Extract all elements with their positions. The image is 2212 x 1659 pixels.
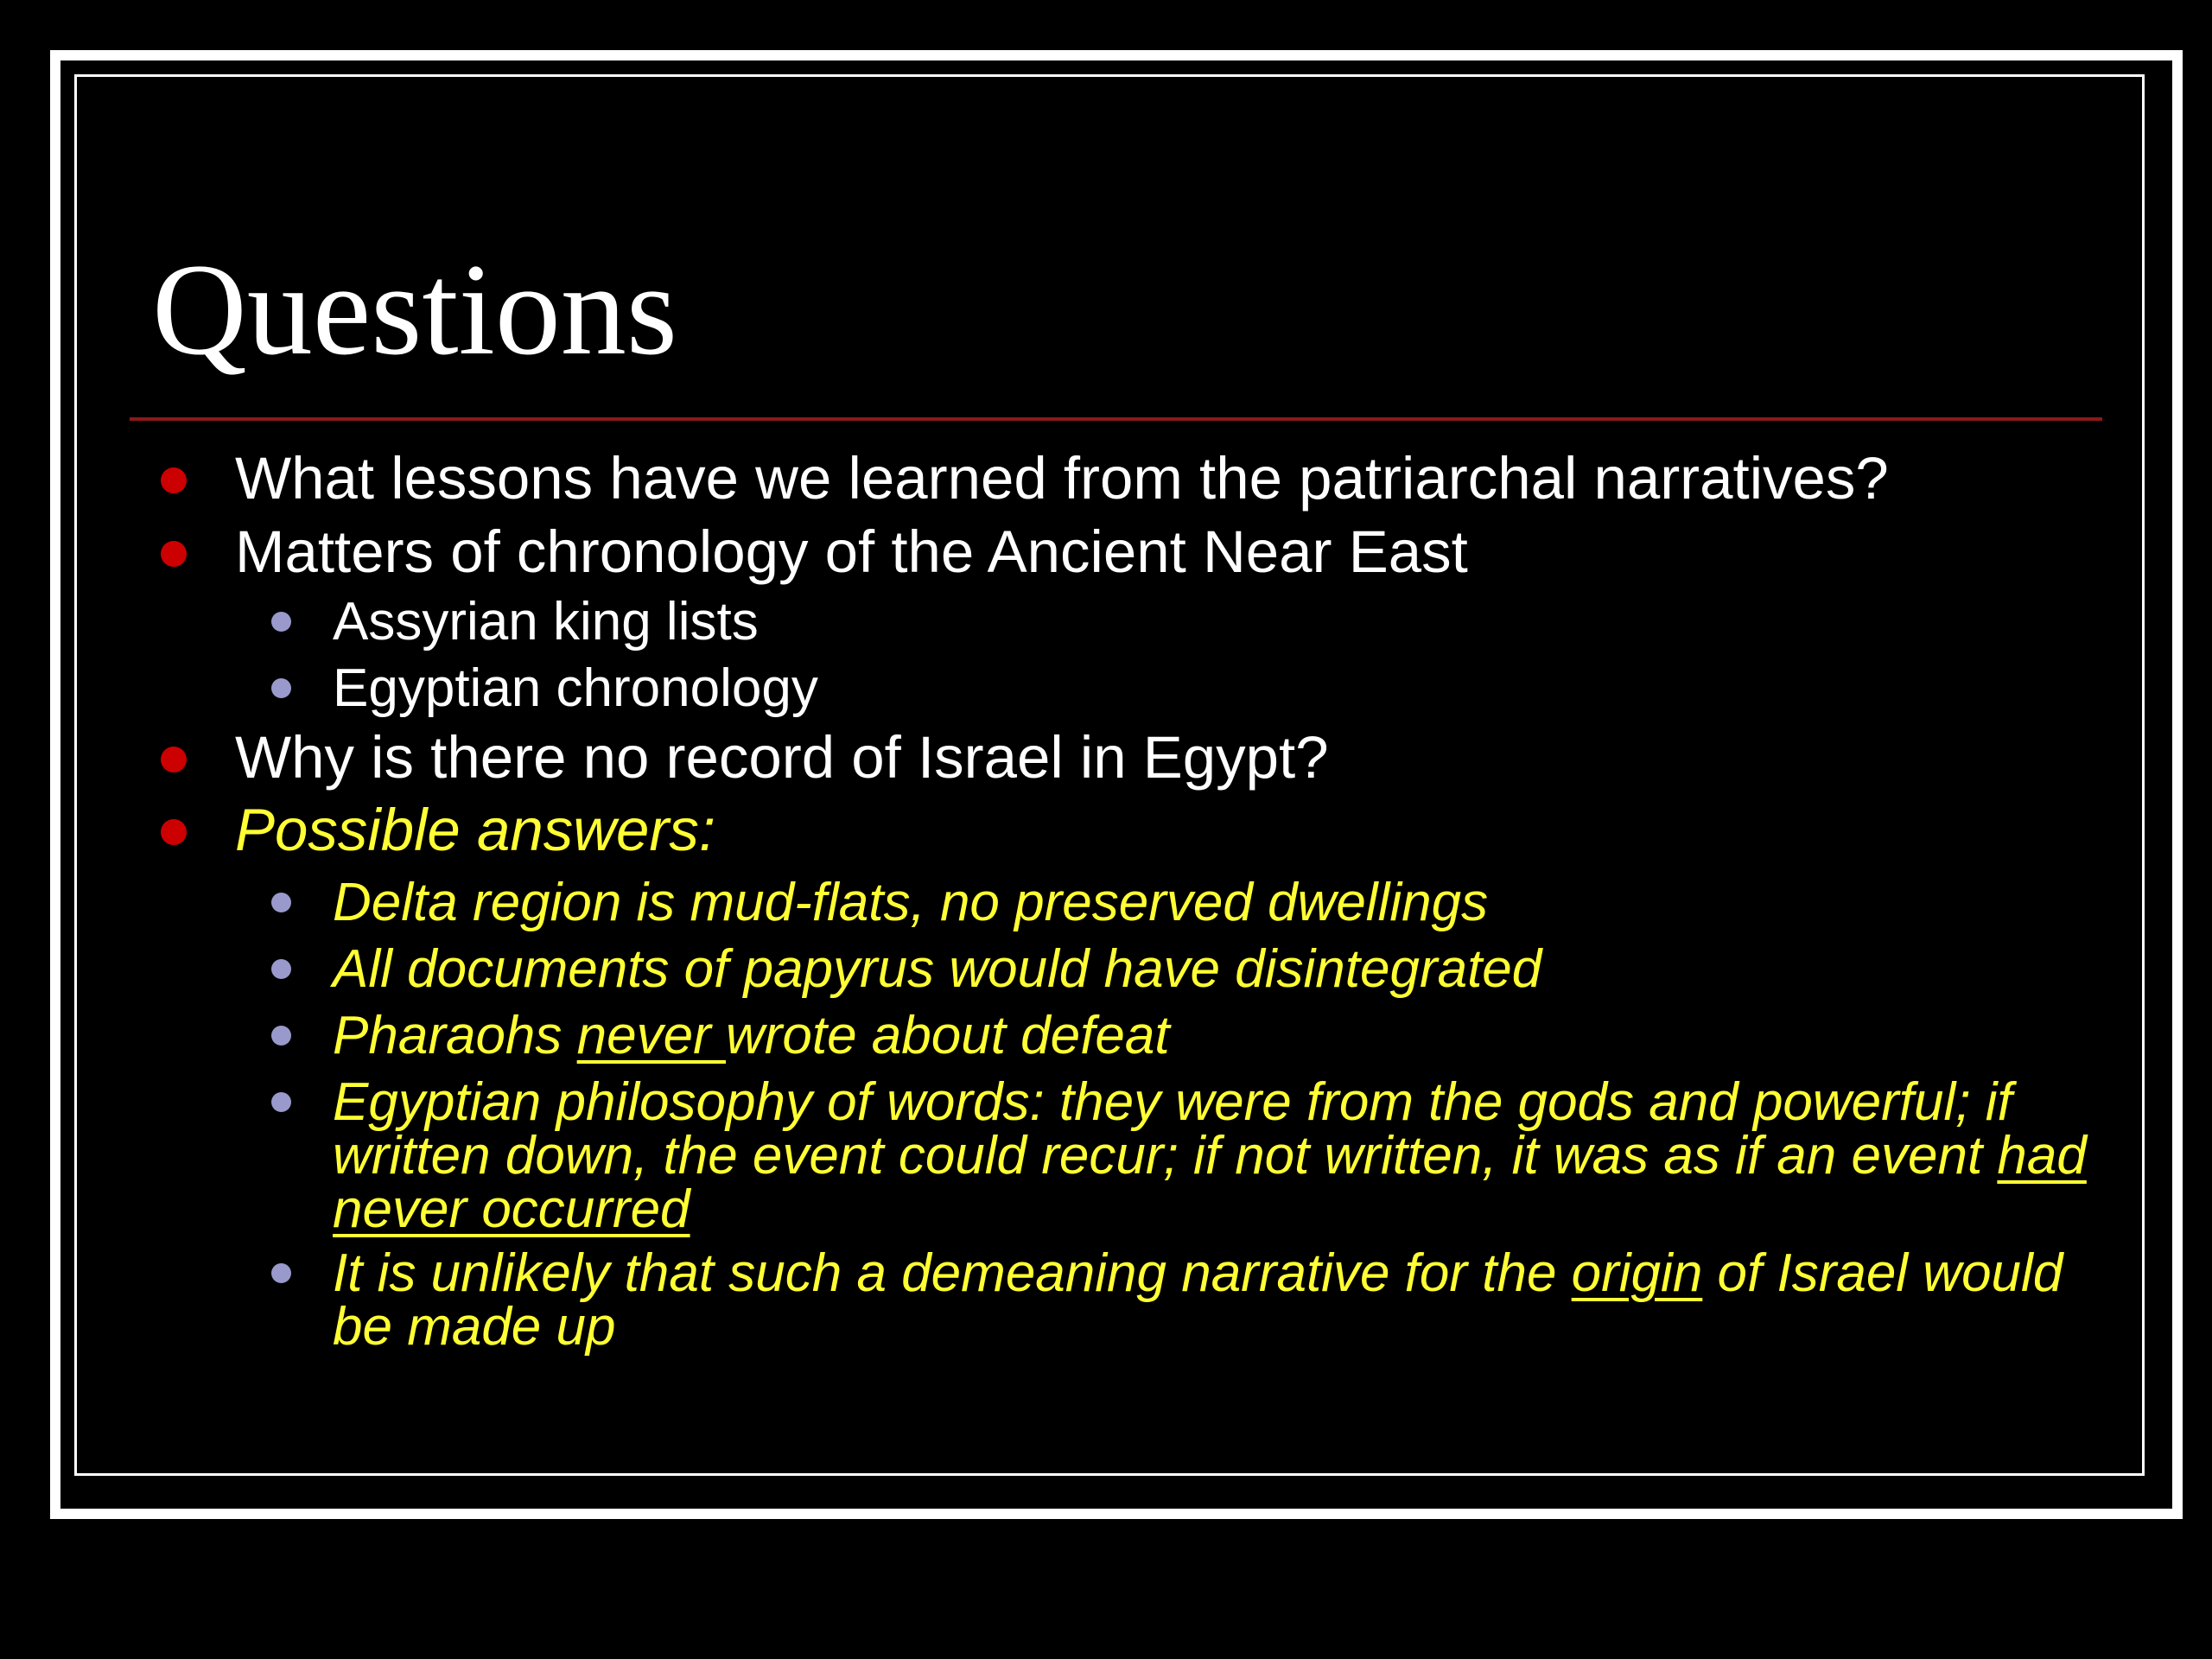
sub-bullet-item-highlight (333, 1072, 2113, 1239)
sub-bullet-item: Egyptian chronology (333, 658, 818, 718)
bullet-marker-red-icon (161, 747, 187, 772)
bullet-marker-red-icon (161, 819, 187, 845)
bullet-marker-lavender-icon (271, 893, 291, 912)
sub-bullet-item-highlight: All documents of papyrus would have disintegrated (333, 939, 1542, 999)
bullet-marker-lavender-icon (271, 1263, 291, 1283)
sub-bullet-item: Assyrian king lists (333, 592, 759, 652)
bullet-marker-lavender-icon (271, 959, 291, 979)
bullet-marker-red-icon (161, 541, 187, 567)
sub-bullet-text: wrote about defeat (725, 1006, 1170, 1065)
sub-bullet-item-highlight (333, 1006, 1170, 1065)
bullet-marker-lavender-icon (271, 678, 291, 698)
sub-bullet-text: of Israel would be made up (333, 1243, 2063, 1357)
underlined-emphasis: origin (1571, 1243, 1703, 1303)
underlined-emphasis: never (576, 1006, 726, 1065)
bullet-marker-lavender-icon (271, 1026, 291, 1046)
bullet-item: Why is there no record of Israel in Egypt? (235, 724, 1329, 791)
sub-bullet-item-highlight (333, 1243, 2113, 1357)
sub-bullet-text: Egyptian philosophy of words: they were from the gods and powerful; if written down, the event could recur; if not written, it was as if an event (333, 1072, 2012, 1185)
bullet-item-highlight: Possible answers: (235, 797, 716, 863)
bullet-item: Matters of chronology of the Ancient Near East (235, 518, 1468, 585)
sub-bullet-text: It is unlikely that such a demeaning narrative for the (333, 1243, 1572, 1303)
bullet-marker-lavender-icon (271, 612, 291, 632)
slide-title: Questions (152, 237, 677, 382)
sub-bullet-item-highlight: Delta region is mud-flats, no preserved dwellings (333, 873, 1489, 932)
sub-bullet-text: Pharaohs (333, 1006, 577, 1065)
bullet-marker-red-icon (161, 467, 187, 493)
bullet-item: What lessons have we learned from the patriarchal narratives? (235, 445, 1889, 512)
bullet-marker-lavender-icon (271, 1092, 291, 1112)
underlined-emphasis: had never occurred (333, 1126, 2087, 1239)
